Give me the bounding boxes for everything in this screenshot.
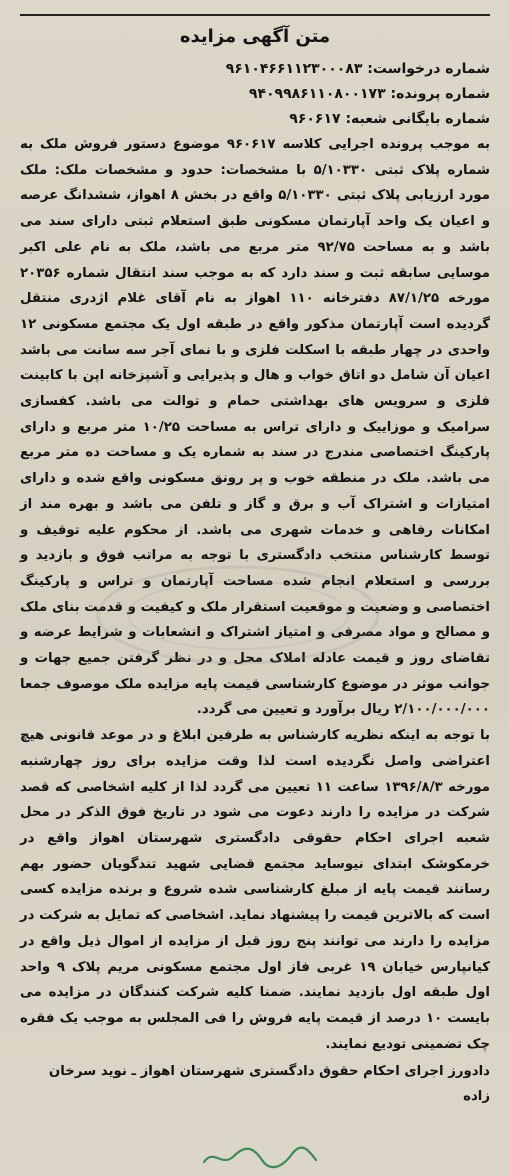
body-paragraph-auction: با توجه به اینکه نظریه کارشناس به طرفین ابلاغ و در موعد قانونی هیچ اعتراضی واصل نگردیده است لذا وقت مزایده برای روز چهارشنبه مورخه ۱۳۹۶/۸/۳ ساعت ۱۱ تعیین می گردد لذا از کلیه اشخاصی که قصد شرکت در مزایده را دارند دعوت می شود در تاریخ فوق الذکر در محل شعبه اجرای احکام حقوقی دادگستری شهرستان اهواز واقع در خرمکوشک ابتدای نیوساید مجتمع قضایی شهید تندگویان حضور بهم رسانند قیمت پایه از مبلغ کارشناسی شده شروع و برنده مزایده کسی است که بالاترین قیمت را پیشنهاد نماید. اشخاصی که تمایل به شرکت در مزایده را دارند می توانند پنج روز قبل از مزایده از اموال ذیل واقع در کیانپارس خیابان ۱۹ غربی فاز اول مجتمع مسکونی مریم پلاک ۹ واحد اول طبقه اول بازدید نمایند. ضمنا کلیه شرکت کنندگان در مزایده می بایست ۱۰ درصد از قیمت پایه فروش را فی المجلس به موجب یک فقره چک تضمینی تودیع نمایند.	[20, 728, 490, 1052]
meta-value: ۹۶۱۰۴۶۶۱۱۲۳۰۰۰۸۳	[225, 61, 363, 77]
signature-line: دادورز اجرای احکام حقوق دادگستری شهرستان اهواز ـ نوید سرخان زاده	[48, 1064, 490, 1105]
body-paragraph-property: به موجب پرونده اجرایی کلاسه ۹۶۰۶۱۷ موضوع دستور فروش ملک به شماره پلاک ثبتی ۵/۱۰۳۳۰ با مشخصات: حدود و مشخصات ملک: ملک مورد ارزیابی پلاک ثبتی ۵/۱۰۳۳۰ واقع در بخش ۸ اهواز، ششدانگ عرصه و اعیان یک واحد آپارتمان مسکونی طبق استعلام ثبتی دارای سند می باشد و به مساحت ۹۲/۷۵ متر مربع می باشد، ملک به نام علی اکبر موسایی سابقه ثبت و سند دارد که به موجب سند انتقال شماره ۲۰۳۵۶ مورخه ۸۷/۱/۲۵ دفترخانه ۱۱۰ اهواز به نام آقای غلام اژدری منتقل گردیده است آپارتمان مذکور واقع در طبقه اول یک مجتمع مسکونی ۱۲ واحدی در چهار طبقه با اسکلت فلزی و با نمای آجر سه سانت می باشد اعیان آن شامل دو اتاق خواب و هال و پذیرایی و آشپزخانه اپن با کابینت فلزی و سرویس های بهداشتی حمام و توالت می باشد. کفسازی سرامیک و موزاییک و دارای تراس به مساحت ۱۰/۲۵ متر مربع و دارای پارکینگ اختصاصی مندرج در سند به شماره یک و مساحت ده متر مربع می باشد. ملک در منطقه خوب و پر رونق مسکونی واقع شده و دارای امتیازات و اشتراک آب و برق و گاز و تلفن می باشد و بهره مند از امکانات رفاهی و خدمات شهری می باشد. از محکوم علیه توقیف و توسط کارشناس منتخب دادگستری با توجه به مراتب فوق و بازدید و بررسی و استعلام انجام شده مساحت آپارتمان و تراس و پارکینگ اختصاصی و وضعیت و موقعیت استقرار ملک و کیفیت و قدمت بنای ملک و مصالح و مواد مصرفی و امتیاز اشتراک و انشعابات و شرایط عرضه و تقاضای روز و قیمت عادله املاک محل و در نظر گرفتن جمیع جهات و جوانب موثر در موضوع کارشناسی قیمت پایه مزایده ملک موصوف جمعا ۲/۱۰۰/۰۰۰/۰۰۰ ریال برآورد و تعیین می گردد.	[20, 137, 491, 718]
case-number	[20, 82, 490, 107]
request-number	[20, 57, 490, 82]
meta-block	[20, 57, 490, 132]
meta-label: شماره بایگانی شعبه:	[345, 111, 490, 127]
notice-title: متن آگهی مزایده	[179, 26, 331, 47]
meta-label: شماره درخواست:	[367, 61, 490, 77]
archive-number	[20, 107, 490, 132]
top-rule	[20, 14, 490, 16]
meta-value: ۹۶۰۶۱۷	[289, 111, 341, 127]
meta-label: شماره پرونده:	[390, 86, 490, 102]
handwritten-mark	[200, 1144, 320, 1170]
meta-value: ۹۴۰۹۹۸۶۱۱۰۸۰۰۱۷۳	[248, 86, 386, 102]
